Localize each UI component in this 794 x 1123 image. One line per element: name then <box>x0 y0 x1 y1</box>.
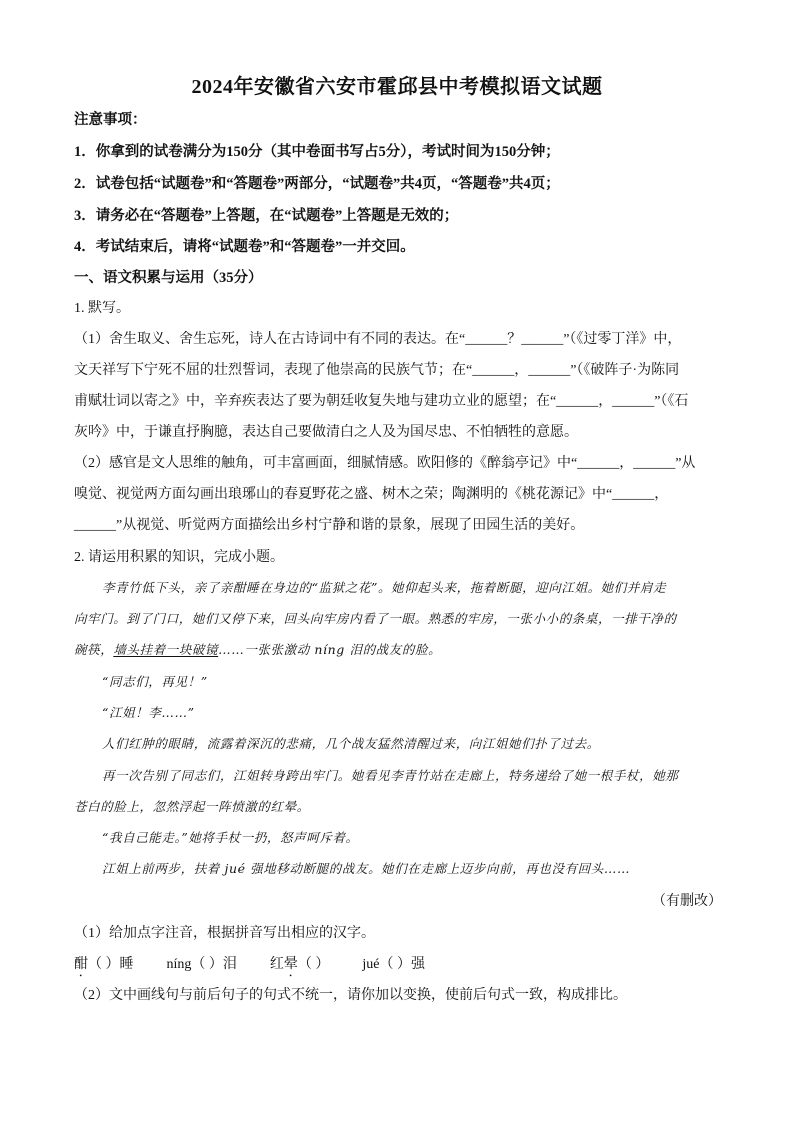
pinyin-items-row <box>74 953 722 980</box>
notice-item-2: 2．试卷包括“试题卷”和“答题卷”两部分，“试题卷”共4页，“答题卷”共4页； <box>74 176 560 192</box>
story-dialogue-2: “江姐！李……” <box>102 705 195 720</box>
story-line-3-pre: 碗筷， <box>74 642 114 657</box>
question-2-label: 2. 请运用积累的知识，完成小题。 <box>74 550 284 565</box>
story-line-6: 人们红肿的眼睛，流露着深沉的悲痛，几个战友猛然清醒过来，向江姐她们扑了过去。 <box>102 736 600 751</box>
story-line-1: 李青竹低下头，亲了亲酣睡在身边的“监狱之花”。她仰起头来，拖着断腿，迎向江姐。她们并肩走 <box>102 580 667 595</box>
q1-part2-line-2: 嗅觉、视觉两方面勾画出琅琊山的春夏野花之盛、树木之荣；陶渊明的《桃花源记》中“______， <box>74 487 669 502</box>
item-d: jué（ ）强 <box>362 957 425 972</box>
story-line-8: 苍白的脸上，忽然浮起一阵愤激的红晕。 <box>74 799 310 814</box>
dotted-char-han: 酣 <box>74 957 88 972</box>
exam-title: 2024年安徽省六安市霍邱县中考模拟语文试题 <box>191 76 603 98</box>
notice-item-4: 4．考试结束后，请将“试题卷”和“答题卷”一并交回。 <box>74 239 415 255</box>
question-1-label: 1. 默写。 <box>74 301 130 316</box>
story-line-10: 江姐上前两步，扶着 jué 强地移动断腿的战友。她们在走廊上迈步向前，再也没有回头…… <box>102 861 631 876</box>
story-line-9: “我自己能走。”她将手杖一扔，怒声呵斥着。 <box>102 830 359 845</box>
q1-part1-line-1: （1）舍生取义、舍生忘死，诗人在古诗词中有不同的表达。在“______？______”（《过零丁洋》中， <box>74 332 682 347</box>
q1-part1-line-3: 甫赋壮词以寄之》中，辛弃疾表达了要为朝廷收复失地与建功立业的愿望；在“______，______”（《石 <box>74 394 689 409</box>
item-c-pre: 红 <box>269 957 284 972</box>
dotted-char-yun: 晕 <box>283 957 298 972</box>
q1-part1-line-2: 文天祥写下宁死不屈的壮烈誓词，表现了他崇高的民族气节；在“______，______”（《破阵子·为陈同 <box>74 363 680 378</box>
sub-question-2: （2）文中画线句与前后句子的句式不统一，请你加以变换，使前后句式一致，构成排比。 <box>74 988 627 1003</box>
story-dialogue-1: “同志们，再见！” <box>102 674 208 689</box>
notice-heading: 注意事项： <box>74 112 147 128</box>
story-line-7: 再一次告别了同志们，江姐转身跨出牢门。她看见李青竹站在走廊上，特务递给了她一根手杖，她那 <box>102 768 679 783</box>
item-c-blank: （ ） <box>297 957 330 972</box>
story-line-3 <box>74 640 722 658</box>
story-line-2: 向牢门。到了门口，她们又停下来，回头向牢房内看了一眼。熟悉的牢房，一张小小的条桌，一排干净的 <box>74 611 677 626</box>
story-line-3-post: ……一张张激动 níng 泪的战友的脸。 <box>218 642 442 657</box>
sub-question-1: （1）给加点字注音，根据拼音写出相应的汉字。 <box>74 926 375 941</box>
q1-part2-line-3: ______”从视觉、听觉两方面描绘出乡村宁静和谐的景象，展现了田园生活的美好。 <box>74 518 585 533</box>
source-note: （有删改） <box>652 894 722 909</box>
q1-part1-line-4: 灰吟》中，于谦直抒胸臆，表达自己要做清白之人及为国尽忠、不怕牺牲的意愿。 <box>74 425 578 440</box>
section-heading: 一、语文积累与运用（35分） <box>74 270 263 286</box>
item-a-blank: （ ）睡 <box>88 957 134 972</box>
q1-part2-line-1: （2）感官是文人思维的触角，可丰富画面，细腻情感。欧阳修的《醉翁亭记》中“______，______”从 <box>74 456 696 471</box>
notice-item-3: 3．请务必在“答题卷”上答题，在“试题卷”上答题是无效的； <box>74 208 459 224</box>
item-b: níng（ ）泪 <box>166 957 237 972</box>
underlined-sentence: 墙头挂着一块破镜 <box>113 642 219 657</box>
notice-item-1: 1．你拿到的试卷满分为150分（其中卷面书写占5分），考试时间为150分钟； <box>74 144 560 160</box>
